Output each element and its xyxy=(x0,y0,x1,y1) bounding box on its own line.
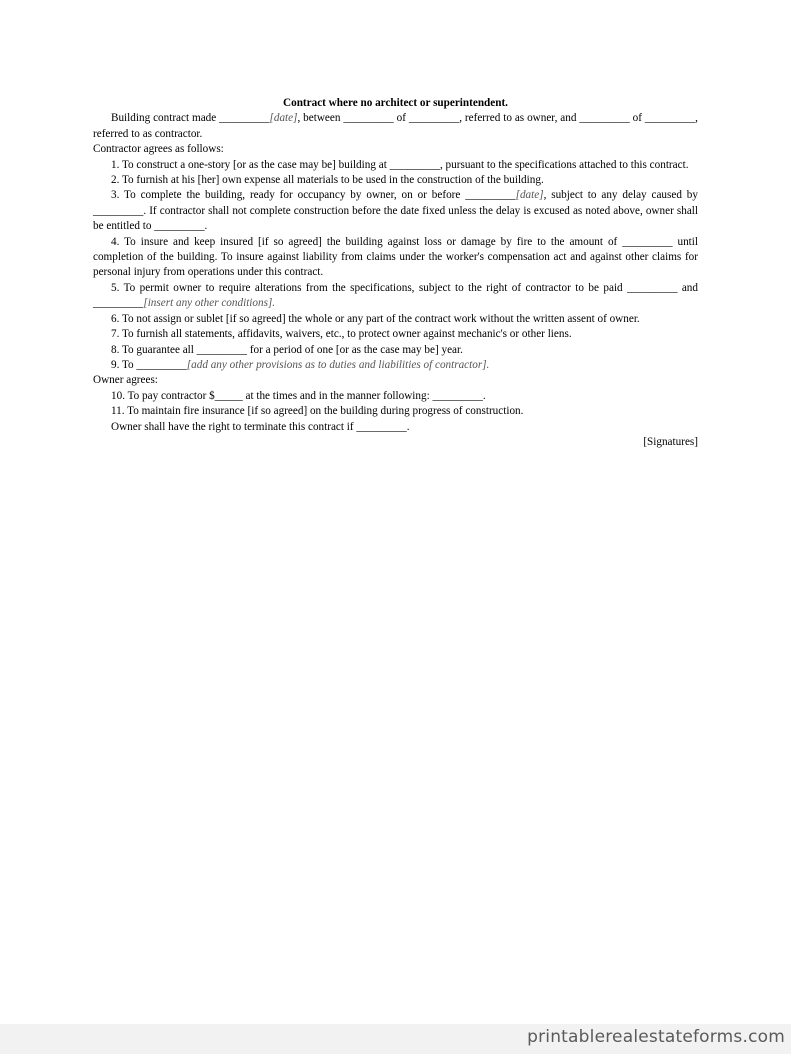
signatures-line: [Signatures] xyxy=(643,435,698,448)
clause-9-provisions-placeholder: [add any other provisions as to duties and liabilities of contractor]. xyxy=(186,358,490,371)
clause-3 xyxy=(93,188,698,234)
clause-10: 10. To pay contractor $_____ at the times and in the manner following: _________. xyxy=(111,389,486,402)
clause-6: 6. To not assign or sublet [if so agreed] the whole or any part of the contract work without the written assent of owner. xyxy=(111,312,640,325)
clause-3-date-placeholder: [date] xyxy=(515,189,544,202)
clause-5 xyxy=(93,281,698,312)
clause-11: 11. To maintain fire insurance [if so agreed] on the building during progress of construction. xyxy=(111,405,524,418)
document-title: Contract where no architect or superintendent. xyxy=(283,97,508,109)
clause-2: 2. To furnish at his [her] own expense all materials to be used in the construction of the building. xyxy=(111,174,544,187)
footer-bar xyxy=(0,1024,791,1054)
contractor-heading: Contractor agrees as follows: xyxy=(93,143,224,156)
clause-7: 7. To furnish all statements, affidavits, waivers, etc., to protect owner against mechanic's or other liens. xyxy=(111,328,572,341)
clause-5-conditions-placeholder: [insert any other conditions]. xyxy=(143,297,276,310)
clause-9 xyxy=(93,358,698,373)
clause-5-text-a: 5. To permit owner to require alterations from the specifications, subject to the right of contractor to be paid _________ and _________ xyxy=(93,281,698,310)
clause-1: 1. To construct a one-story [or as the case may be] building at _________, pursuant to the specifications attached to this contract. xyxy=(111,158,689,171)
intro-text-c: , between _________ of _________, referred to as owner, and _________ of _________, referred to as contractor. xyxy=(93,112,698,140)
clause-3-text-c: , subject to any delay caused by _________. If contractor shall not complete construction before the date fixed unless the delay is excused as noted above, owner shall be entitled to _________. xyxy=(93,189,698,233)
clause-4: 4. To insure and keep insured [if so agreed] the building against loss or damage by fire to the amount of _________ until completion of the building. To insure against liability from claims under the worker's compensation act and against other claims for personal injury from operations under this contract. xyxy=(93,235,698,279)
owner-heading: Owner agrees: xyxy=(93,374,158,387)
clause-8: 8. To guarantee all _________ for a period of one [or as the case may be] year. xyxy=(111,343,463,356)
intro-date-placeholder: [date] xyxy=(269,112,298,125)
intro-paragraph xyxy=(93,111,698,142)
clause-3-text-a: 3. To complete the building, ready for occupancy by owner, on or before _________ xyxy=(111,189,516,202)
intro-text-a: Building contract made _________ xyxy=(111,112,270,125)
clause-9-text-a: 9. To _________ xyxy=(111,358,187,371)
termination-clause: Owner shall have the right to terminate this contract if _________. xyxy=(111,420,410,433)
footer-site-link[interactable]: printablerealestateforms.com xyxy=(527,1027,785,1047)
contract-body xyxy=(93,96,698,450)
